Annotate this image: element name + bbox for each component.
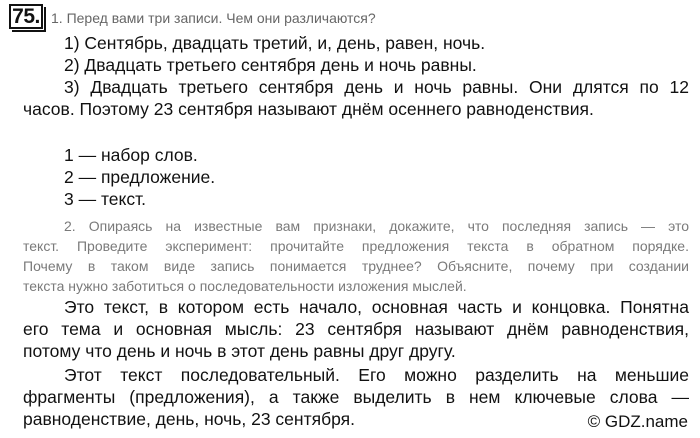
item-3-line-2: часов. Поэтому 23 сентября называют днём осеннего равноденствия. bbox=[23, 99, 594, 119]
task-2-line-3 bbox=[23, 256, 689, 276]
task-2-line-2 bbox=[23, 236, 689, 256]
paragraph-1-line-3: потому что день и ночь в этот день равны друг другу. bbox=[23, 341, 456, 361]
task-2-text-2: текст. Проведите эксперимент: прочитайте предложения текста в обратном порядке. bbox=[23, 238, 689, 254]
gdz-watermark: © GDZ.name bbox=[587, 412, 688, 431]
task-2-text-3: Почему в таком виде запись понимается труднее? Объясните, почему при создании bbox=[23, 258, 689, 274]
item-3-line-1 bbox=[64, 76, 689, 98]
exercise-number: 75. bbox=[9, 4, 43, 29]
paragraph-2-line-2 bbox=[23, 386, 689, 408]
item-2: 2) Двадцать третьего сентября день и ночь равны. bbox=[64, 55, 477, 75]
paragraph-2-text-1: Этот текст последовательный. Его можно разделить на меньшие bbox=[64, 365, 689, 385]
paragraph-2-text-2: фрагменты (предложения), а также выделить в нем ключевые слова — bbox=[23, 387, 689, 407]
task-2-text-1: 2. Опираясь на известные вам признаки, докажите, что последняя запись — это bbox=[64, 218, 689, 234]
item-3-text: 3) Двадцать третьего сентября день и ночь равны. Они длятся по 12 bbox=[64, 77, 689, 97]
task-2-line-1 bbox=[64, 216, 689, 236]
item-1: 1) Сентябрь, двадцать третий, и, день, равен, ночь. bbox=[64, 33, 486, 53]
task-1-question: 1. Перед вами три записи. Чем они различаются? bbox=[51, 10, 376, 26]
answer-3: 3 — текст. bbox=[64, 189, 147, 209]
task-2-line-4: текста нужно заботиться о последовательности изложения мыслей. bbox=[23, 278, 467, 294]
paragraph-1-text-1: Это текст, в котором есть начало, основная часть и концовка. Понятна bbox=[64, 297, 689, 317]
answer-1: 1 — набор слов. bbox=[64, 145, 198, 165]
paragraph-1-line-2 bbox=[23, 318, 689, 340]
paragraph-2-line-1 bbox=[64, 364, 689, 386]
paragraph-1-line-1 bbox=[64, 296, 689, 318]
answer-2: 2 — предложение. bbox=[64, 167, 216, 187]
paragraph-2-line-3: равноденствие, день, ночь, 23 сентября. bbox=[23, 409, 355, 429]
paragraph-1-text-2: его тема и основная мысль: 23 сентября называют днём равноденствия, bbox=[23, 319, 689, 339]
